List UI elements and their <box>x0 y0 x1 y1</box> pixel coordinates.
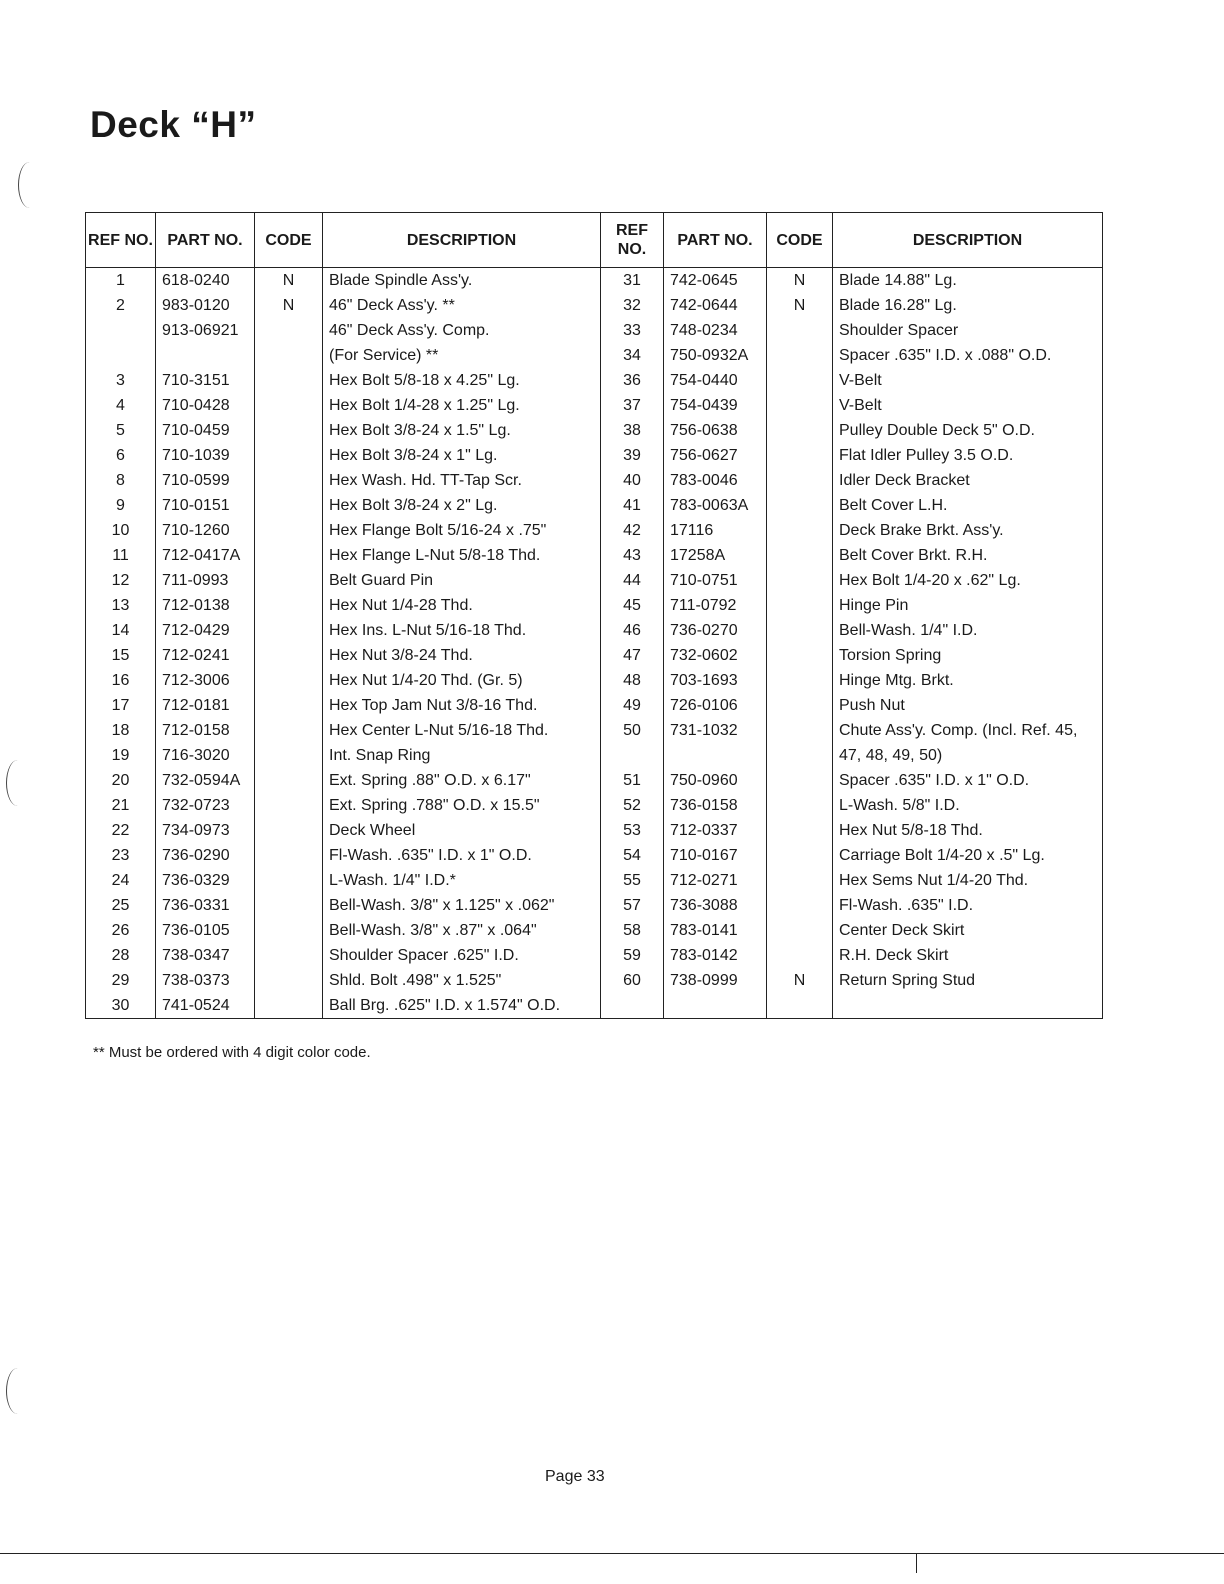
code-cell <box>255 768 323 793</box>
description-cell: Center Deck Skirt <box>833 918 1103 943</box>
ref-no-cell: 25 <box>86 893 156 918</box>
ref-no-cell: 47 <box>601 643 664 668</box>
header-ref-no: REF NO. <box>601 213 664 268</box>
part-no-cell: 754-0440 <box>664 368 767 393</box>
description-cell: Shld. Bolt .498" x 1.525" <box>323 968 601 993</box>
description-cell: Hex Nut 5/8-18 Thd. <box>833 818 1103 843</box>
description-cell: Ball Brg. .625" I.D. x 1.574" O.D. <box>323 993 601 1019</box>
table-row <box>86 568 1103 593</box>
table-row <box>86 343 1103 368</box>
ref-no-cell: 22 <box>86 818 156 843</box>
table-row <box>86 993 1103 1019</box>
header-code: CODE <box>255 213 323 268</box>
part-no-cell: 710-0751 <box>664 568 767 593</box>
ref-no-cell: 49 <box>601 693 664 718</box>
part-no-cell: 710-0151 <box>156 493 255 518</box>
description-cell: Deck Brake Brkt. Ass'y. <box>833 518 1103 543</box>
ref-no-cell: 31 <box>601 268 664 294</box>
description-cell: Hex Nut 1/4-28 Thd. <box>323 593 601 618</box>
part-no-cell: 756-0638 <box>664 418 767 443</box>
header-description: DESCRIPTION <box>833 213 1103 268</box>
ref-no-cell: 45 <box>601 593 664 618</box>
part-no-cell: 742-0644 <box>664 293 767 318</box>
part-no-cell: 710-3151 <box>156 368 255 393</box>
code-cell <box>255 718 323 743</box>
description-cell: Deck Wheel <box>323 818 601 843</box>
code-cell <box>767 768 833 793</box>
description-cell: Blade Spindle Ass'y. <box>323 268 601 294</box>
table-row <box>86 743 1103 768</box>
description-cell: Hex Bolt 1/4-20 x .62" Lg. <box>833 568 1103 593</box>
description-cell: Spacer .635" I.D. x .088" O.D. <box>833 343 1103 368</box>
description-cell: Hex Bolt 3/8-24 x 1" Lg. <box>323 443 601 468</box>
ref-no-cell: 54 <box>601 843 664 868</box>
description-cell: Push Nut <box>833 693 1103 718</box>
part-no-cell: 734-0973 <box>156 818 255 843</box>
table-row <box>86 793 1103 818</box>
part-no-cell <box>664 993 767 1019</box>
ref-no-cell <box>86 318 156 343</box>
ref-no-cell: 30 <box>86 993 156 1019</box>
code-cell <box>767 568 833 593</box>
code-cell <box>255 368 323 393</box>
description-cell: Hex Flange L-Nut 5/8-18 Thd. <box>323 543 601 568</box>
code-cell <box>767 368 833 393</box>
table-row <box>86 818 1103 843</box>
part-no-cell: 736-0270 <box>664 618 767 643</box>
description-cell: 47, 48, 49, 50) <box>833 743 1103 768</box>
code-cell <box>255 593 323 618</box>
part-no-cell: 731-1032 <box>664 718 767 743</box>
code-cell <box>767 693 833 718</box>
description-cell: Belt Cover Brkt. R.H. <box>833 543 1103 568</box>
part-no-cell: 983-0120 <box>156 293 255 318</box>
part-no-cell: 736-0158 <box>664 793 767 818</box>
part-no-cell: 736-3088 <box>664 893 767 918</box>
code-cell <box>255 618 323 643</box>
table-row <box>86 968 1103 993</box>
footnote: ** Must be ordered with 4 digit color code. <box>93 1044 371 1061</box>
part-no-cell: 748-0234 <box>664 318 767 343</box>
table-row <box>86 843 1103 868</box>
part-no-cell: 710-0428 <box>156 393 255 418</box>
part-no-cell: 732-0723 <box>156 793 255 818</box>
code-cell <box>767 493 833 518</box>
ref-no-cell: 19 <box>86 743 156 768</box>
ref-no-cell: 33 <box>601 318 664 343</box>
code-cell <box>255 643 323 668</box>
description-cell: Hex Center L-Nut 5/16-18 Thd. <box>323 718 601 743</box>
table-row <box>86 768 1103 793</box>
part-no-cell: 712-0158 <box>156 718 255 743</box>
part-no-cell: 17116 <box>664 518 767 543</box>
ref-no-cell <box>601 993 664 1019</box>
part-no-cell: 736-0105 <box>156 918 255 943</box>
code-cell <box>767 943 833 968</box>
table-row <box>86 443 1103 468</box>
code-cell <box>255 668 323 693</box>
ref-no-cell: 18 <box>86 718 156 743</box>
description-cell: Torsion Spring <box>833 643 1103 668</box>
ref-no-cell: 29 <box>86 968 156 993</box>
ref-no-cell: 36 <box>601 368 664 393</box>
ref-no-cell: 8 <box>86 468 156 493</box>
part-no-cell: 703-1693 <box>664 668 767 693</box>
table-row <box>86 493 1103 518</box>
description-cell <box>833 993 1103 1019</box>
part-no-cell: 756-0627 <box>664 443 767 468</box>
description-cell: Hex Bolt 1/4-28 x 1.25" Lg. <box>323 393 601 418</box>
ref-no-cell: 2 <box>86 293 156 318</box>
code-cell <box>255 893 323 918</box>
part-no-cell: 783-0141 <box>664 918 767 943</box>
table-header-row <box>86 213 1103 268</box>
code-cell: N <box>767 293 833 318</box>
description-cell: 46" Deck Ass'y. Comp. <box>323 318 601 343</box>
description-cell: Bell-Wash. 3/8" x 1.125" x .062" <box>323 893 601 918</box>
table-row <box>86 468 1103 493</box>
code-cell <box>255 693 323 718</box>
part-no-cell: 726-0106 <box>664 693 767 718</box>
table-row <box>86 293 1103 318</box>
ref-no-cell: 4 <box>86 393 156 418</box>
description-cell: Hex Flange Bolt 5/16-24 x .75" <box>323 518 601 543</box>
page-title: Deck “H” <box>90 104 257 145</box>
code-cell <box>767 343 833 368</box>
code-cell <box>767 418 833 443</box>
code-cell <box>767 318 833 343</box>
description-cell: Hex Nut 3/8-24 Thd. <box>323 643 601 668</box>
part-no-cell: 738-0347 <box>156 943 255 968</box>
table-row <box>86 518 1103 543</box>
code-cell <box>767 718 833 743</box>
description-cell: Hinge Mtg. Brkt. <box>833 668 1103 693</box>
ref-no-cell: 28 <box>86 943 156 968</box>
code-cell: N <box>767 268 833 294</box>
description-cell: Blade 14.88" Lg. <box>833 268 1103 294</box>
description-cell: V-Belt <box>833 393 1103 418</box>
description-cell: (For Service) ** <box>323 343 601 368</box>
code-cell <box>255 743 323 768</box>
code-cell <box>255 793 323 818</box>
part-no-cell: 742-0645 <box>664 268 767 294</box>
ref-no-cell: 34 <box>601 343 664 368</box>
part-no-cell: 750-0932A <box>664 343 767 368</box>
description-cell: Shoulder Spacer .625" I.D. <box>323 943 601 968</box>
part-no-cell: 736-0329 <box>156 868 255 893</box>
table-row <box>86 368 1103 393</box>
description-cell: Hex Bolt 5/8-18 x 4.25" Lg. <box>323 368 601 393</box>
part-no-cell: 738-0999 <box>664 968 767 993</box>
description-cell: 46" Deck Ass'y. ** <box>323 293 601 318</box>
description-cell: Belt Cover L.H. <box>833 493 1103 518</box>
table-row <box>86 418 1103 443</box>
part-no-cell: 712-0138 <box>156 593 255 618</box>
header-ref-no: REF NO. <box>86 213 156 268</box>
part-no-cell: 711-0993 <box>156 568 255 593</box>
part-no-cell: 712-0241 <box>156 643 255 668</box>
description-cell: Belt Guard Pin <box>323 568 601 593</box>
part-no-cell: 712-0181 <box>156 693 255 718</box>
table-row <box>86 393 1103 418</box>
code-cell <box>255 343 323 368</box>
code-cell <box>255 443 323 468</box>
part-no-cell: 741-0524 <box>156 993 255 1019</box>
ref-no-cell: 23 <box>86 843 156 868</box>
description-cell: Ext. Spring .88" O.D. x 6.17" <box>323 768 601 793</box>
code-cell <box>255 943 323 968</box>
ref-no-cell: 48 <box>601 668 664 693</box>
code-cell <box>767 818 833 843</box>
ref-no-cell: 42 <box>601 518 664 543</box>
description-cell: V-Belt <box>833 368 1103 393</box>
code-cell <box>767 918 833 943</box>
margin-mark <box>6 760 29 806</box>
margin-mark <box>18 162 41 208</box>
code-cell <box>767 543 833 568</box>
ref-no-cell: 21 <box>86 793 156 818</box>
ref-no-cell: 12 <box>86 568 156 593</box>
part-no-cell: 716-3020 <box>156 743 255 768</box>
description-cell: Bell-Wash. 3/8" x .87" x .064" <box>323 918 601 943</box>
part-no-cell: 712-0417A <box>156 543 255 568</box>
part-no-cell: 712-0271 <box>664 868 767 893</box>
bottom-rule <box>0 1553 1224 1554</box>
description-cell: Fl-Wash. .635" I.D. x 1" O.D. <box>323 843 601 868</box>
description-cell: Pulley Double Deck 5" O.D. <box>833 418 1103 443</box>
description-cell: Return Spring Stud <box>833 968 1103 993</box>
code-cell <box>767 843 833 868</box>
description-cell: Hinge Pin <box>833 593 1103 618</box>
description-cell: Hex Ins. L-Nut 5/16-18 Thd. <box>323 618 601 643</box>
description-cell: Fl-Wash. .635" I.D. <box>833 893 1103 918</box>
margin-mark <box>6 1368 29 1414</box>
ref-no-cell: 15 <box>86 643 156 668</box>
code-cell <box>767 593 833 618</box>
table-row <box>86 693 1103 718</box>
code-cell <box>767 993 833 1019</box>
part-no-cell: 783-0063A <box>664 493 767 518</box>
description-cell: Hex Sems Nut 1/4-20 Thd. <box>833 868 1103 893</box>
ref-no-cell: 9 <box>86 493 156 518</box>
part-no-cell <box>664 743 767 768</box>
ref-no-cell: 14 <box>86 618 156 643</box>
ref-no-cell: 39 <box>601 443 664 468</box>
ref-no-cell: 58 <box>601 918 664 943</box>
description-cell: Carriage Bolt 1/4-20 x .5" Lg. <box>833 843 1103 868</box>
code-cell <box>255 543 323 568</box>
code-cell: N <box>255 293 323 318</box>
code-cell <box>767 443 833 468</box>
code-cell <box>255 868 323 893</box>
part-no-cell: 738-0373 <box>156 968 255 993</box>
code-cell <box>255 968 323 993</box>
code-cell <box>767 893 833 918</box>
code-cell <box>255 843 323 868</box>
code-cell <box>767 668 833 693</box>
ref-no-cell: 40 <box>601 468 664 493</box>
code-cell <box>255 493 323 518</box>
part-no-cell: 754-0439 <box>664 393 767 418</box>
part-no-cell: 712-0429 <box>156 618 255 643</box>
part-no-cell: 750-0960 <box>664 768 767 793</box>
ref-no-cell: 59 <box>601 943 664 968</box>
ref-no-cell: 1 <box>86 268 156 294</box>
description-cell: L-Wash. 1/4" I.D.* <box>323 868 601 893</box>
code-cell <box>767 618 833 643</box>
table-row <box>86 893 1103 918</box>
description-cell: Hex Wash. Hd. TT-Tap Scr. <box>323 468 601 493</box>
description-cell: Chute Ass'y. Comp. (Incl. Ref. 45, <box>833 718 1103 743</box>
ref-no-cell: 51 <box>601 768 664 793</box>
code-cell <box>767 468 833 493</box>
ref-no-cell: 20 <box>86 768 156 793</box>
code-cell <box>255 818 323 843</box>
ref-no-cell: 10 <box>86 518 156 543</box>
table-row <box>86 668 1103 693</box>
part-no-cell: 618-0240 <box>156 268 255 294</box>
ref-no-cell: 16 <box>86 668 156 693</box>
part-no-cell: 710-0599 <box>156 468 255 493</box>
ref-no-cell <box>86 343 156 368</box>
description-cell: Bell-Wash. 1/4" I.D. <box>833 618 1103 643</box>
part-no-cell: 710-1260 <box>156 518 255 543</box>
code-cell <box>255 468 323 493</box>
bottom-tick <box>916 1553 917 1573</box>
table-row <box>86 543 1103 568</box>
description-cell: L-Wash. 5/8" I.D. <box>833 793 1103 818</box>
description-cell: Int. Snap Ring <box>323 743 601 768</box>
ref-no-cell: 26 <box>86 918 156 943</box>
table-row <box>86 268 1103 294</box>
ref-no-cell: 3 <box>86 368 156 393</box>
ref-no-cell: 37 <box>601 393 664 418</box>
ref-no-cell: 13 <box>86 593 156 618</box>
code-cell <box>255 568 323 593</box>
code-cell: N <box>255 268 323 294</box>
description-cell: Hex Nut 1/4-20 Thd. (Gr. 5) <box>323 668 601 693</box>
table-row <box>86 643 1103 668</box>
table-row <box>86 618 1103 643</box>
header-part-no: PART NO. <box>156 213 255 268</box>
part-no-cell: 783-0142 <box>664 943 767 968</box>
code-cell <box>767 743 833 768</box>
ref-no-cell: 57 <box>601 893 664 918</box>
ref-no-cell: 6 <box>86 443 156 468</box>
description-cell: Hex Top Jam Nut 3/8-16 Thd. <box>323 693 601 718</box>
ref-no-cell: 43 <box>601 543 664 568</box>
description-cell: Flat Idler Pulley 3.5 O.D. <box>833 443 1103 468</box>
ref-no-cell: 50 <box>601 718 664 743</box>
table-row <box>86 918 1103 943</box>
ref-no-cell: 11 <box>86 543 156 568</box>
part-no-cell: 913-06921 <box>156 318 255 343</box>
header-description: DESCRIPTION <box>323 213 601 268</box>
table-row <box>86 318 1103 343</box>
ref-no-cell: 53 <box>601 818 664 843</box>
code-cell <box>767 868 833 893</box>
header-part-no: PART NO. <box>664 213 767 268</box>
ref-no-cell: 60 <box>601 968 664 993</box>
ref-no-cell: 44 <box>601 568 664 593</box>
ref-no-cell: 32 <box>601 293 664 318</box>
code-cell <box>255 393 323 418</box>
ref-no-cell: 24 <box>86 868 156 893</box>
description-cell: Ext. Spring .788" O.D. x 15.5" <box>323 793 601 818</box>
code-cell <box>767 518 833 543</box>
code-cell: N <box>767 968 833 993</box>
parts-table-body <box>86 268 1103 1019</box>
part-no-cell: 711-0792 <box>664 593 767 618</box>
parts-table <box>85 212 1103 1019</box>
code-cell <box>255 518 323 543</box>
part-no-cell: 17258A <box>664 543 767 568</box>
description-cell: Blade 16.28" Lg. <box>833 293 1103 318</box>
part-no-cell: 710-0459 <box>156 418 255 443</box>
table-row <box>86 593 1103 618</box>
ref-no-cell: 38 <box>601 418 664 443</box>
code-cell <box>767 793 833 818</box>
table-row <box>86 718 1103 743</box>
page-number: Page 33 <box>545 1468 605 1485</box>
ref-no-cell: 5 <box>86 418 156 443</box>
ref-no-cell <box>601 743 664 768</box>
ref-no-cell: 17 <box>86 693 156 718</box>
part-no-cell: 732-0602 <box>664 643 767 668</box>
description-cell: Hex Bolt 3/8-24 x 1.5" Lg. <box>323 418 601 443</box>
part-no-cell: 736-0331 <box>156 893 255 918</box>
part-no-cell: 710-0167 <box>664 843 767 868</box>
description-cell: Shoulder Spacer <box>833 318 1103 343</box>
table-row <box>86 943 1103 968</box>
description-cell: R.H. Deck Skirt <box>833 943 1103 968</box>
description-cell: Spacer .635" I.D. x 1" O.D. <box>833 768 1103 793</box>
description-cell: Idler Deck Bracket <box>833 468 1103 493</box>
header-code: CODE <box>767 213 833 268</box>
ref-no-cell: 41 <box>601 493 664 518</box>
code-cell <box>255 418 323 443</box>
part-no-cell <box>156 343 255 368</box>
code-cell <box>767 393 833 418</box>
part-no-cell: 712-3006 <box>156 668 255 693</box>
code-cell <box>255 918 323 943</box>
part-no-cell: 712-0337 <box>664 818 767 843</box>
part-no-cell: 783-0046 <box>664 468 767 493</box>
part-no-cell: 736-0290 <box>156 843 255 868</box>
code-cell <box>255 318 323 343</box>
code-cell <box>255 993 323 1019</box>
part-no-cell: 710-1039 <box>156 443 255 468</box>
description-cell: Hex Bolt 3/8-24 x 2" Lg. <box>323 493 601 518</box>
ref-no-cell: 55 <box>601 868 664 893</box>
table-row <box>86 868 1103 893</box>
part-no-cell: 732-0594A <box>156 768 255 793</box>
ref-no-cell: 46 <box>601 618 664 643</box>
code-cell <box>767 643 833 668</box>
ref-no-cell: 52 <box>601 793 664 818</box>
